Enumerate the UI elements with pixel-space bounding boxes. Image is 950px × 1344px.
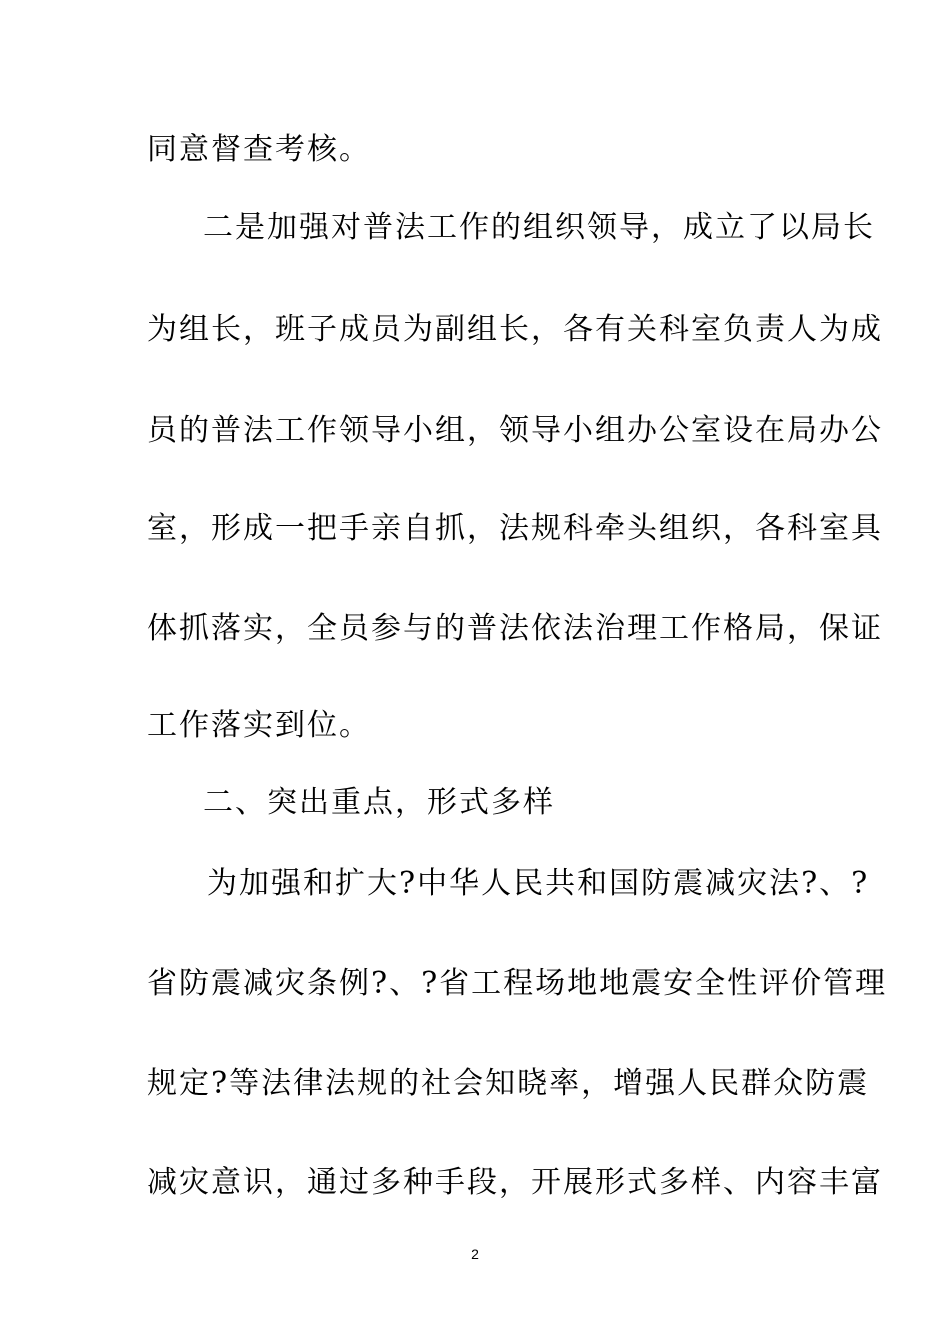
text-line: 工作落实到位。 xyxy=(147,708,371,743)
text-line: 室，形成一把手亲自抓，法规科牵头组织，各科室具 xyxy=(147,511,883,546)
text-line: 同意督查考核。 xyxy=(147,132,371,167)
text-line: 减灾意识，通过多种手段，开展形式多样、内容丰富 xyxy=(147,1165,883,1200)
page-number: 2 xyxy=(471,1246,479,1262)
text-line: 员的普法工作领导小组，领导小组办公室设在局办公 xyxy=(147,413,883,448)
text-line: 省防震减灾条例?、?省工程场地地震安全性评价管理 xyxy=(147,966,888,1001)
text-line: 为加强和扩大?中华人民共和国防震减灾法?、? xyxy=(207,866,870,901)
text-line: 为组长，班子成员为副组长，各有关科室负责人为成 xyxy=(147,312,883,347)
section-heading: 二、突出重点，形式多样 xyxy=(203,785,555,820)
text-line: 体抓落实，全员参与的普法依法治理工作格局，保证 xyxy=(147,611,883,646)
text-line: 二是加强对普法工作的组织领导，成立了以局长 xyxy=(203,210,875,245)
text-line: 规定?等法律法规的社会知晓率，增强人民群众防震 xyxy=(147,1066,870,1101)
